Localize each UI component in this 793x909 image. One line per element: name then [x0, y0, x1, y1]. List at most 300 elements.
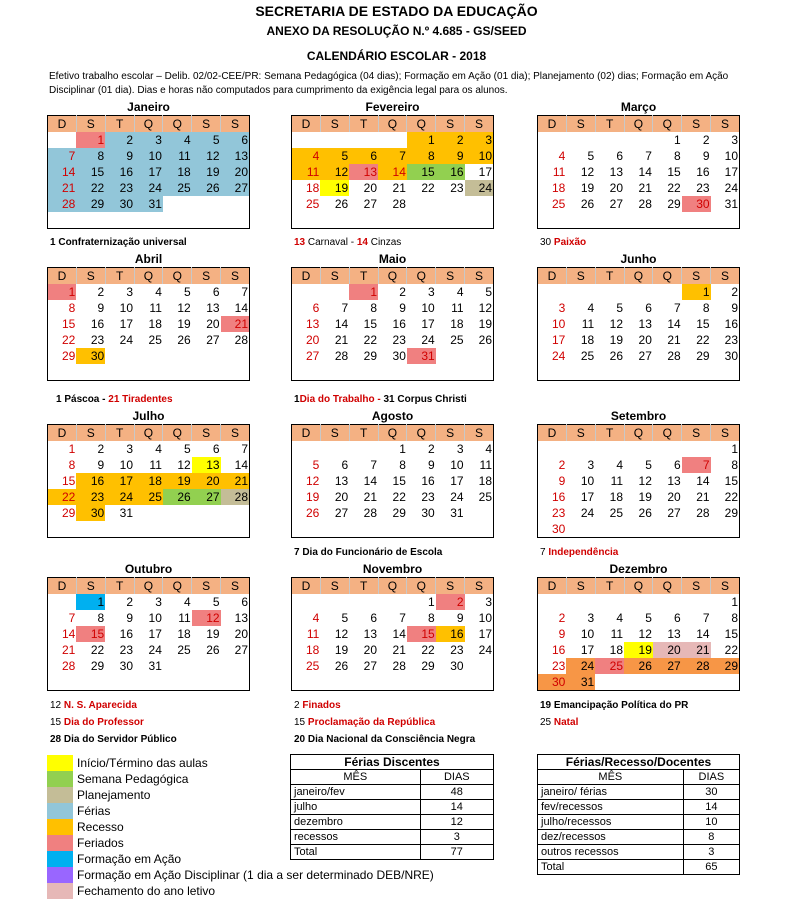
month-name: Março	[620, 100, 657, 114]
calendar-day: 24	[465, 180, 494, 196]
weekday-header: S	[566, 268, 595, 285]
weekday-header: Q	[407, 425, 436, 442]
calendar-day: 4	[155, 285, 162, 299]
calendar-day: 3	[587, 611, 595, 625]
calendar-day: 2	[97, 442, 105, 456]
calendar-day: 25	[177, 643, 191, 657]
weekday-header: Q	[653, 268, 682, 285]
intro-line-2: Disciplinar (01 dia). Dias e horas não computados para cumprimento da exigência legal para os alunos.	[49, 85, 508, 96]
month-name: Junho	[620, 252, 657, 266]
calendar-day: 10	[421, 301, 435, 315]
calendar-day: 19	[206, 627, 220, 641]
calendar-day: 6	[312, 301, 320, 315]
calendar-day: 13	[667, 474, 681, 488]
calendar-day: 18	[177, 627, 191, 641]
calendar-day: 20	[638, 333, 652, 347]
table-row: janeiro/ férias 30	[538, 785, 740, 800]
legend-swatch	[47, 787, 73, 803]
weekday-header: T	[595, 578, 624, 595]
calendar-day: 19	[177, 317, 191, 331]
calendar-day: 12	[638, 627, 652, 641]
weekday-header: Q	[624, 268, 653, 285]
calendar-day: 18	[609, 490, 624, 504]
calendar-day: 26	[478, 333, 492, 347]
calendar-day: 19	[320, 180, 349, 196]
calendar-day: 16	[105, 164, 134, 180]
calendar-day: 26	[177, 333, 191, 347]
calendar-day: 16	[90, 317, 105, 331]
calendar-day: 28	[221, 489, 250, 505]
weekday-header: S	[320, 578, 349, 595]
calendar-day: 21	[221, 473, 250, 489]
note-outubro-3: 28 Dia do Servidor Público	[50, 734, 177, 745]
calendar-day: 18	[305, 643, 320, 657]
calendar-day: 12	[177, 301, 191, 315]
header-title: SECRETARIA DE ESTADO DA EDUCAÇÃO	[255, 3, 538, 19]
calendar-day: 10	[119, 458, 134, 472]
calendar-day: 8	[407, 148, 436, 164]
col-dias: DIAS	[420, 770, 493, 785]
calendar-day: 30	[421, 506, 435, 520]
calendar-day: 20	[653, 642, 682, 658]
calendar-day: 9	[436, 148, 465, 164]
calendar-day: 28	[696, 506, 710, 520]
calendar-day: 3	[126, 285, 134, 299]
calendar-day: 12	[580, 165, 595, 179]
calendar-day: 8	[731, 458, 738, 472]
calendar-day: 17	[105, 473, 134, 489]
calendar-day: 4	[616, 458, 624, 472]
weekday-header: Q	[134, 116, 163, 133]
calendar-day: 22	[724, 490, 738, 504]
calendar-day: 5	[312, 458, 320, 472]
table-row: Total 77	[291, 845, 494, 860]
calendar-day: 27	[305, 349, 320, 363]
legend-label: Semana Pedagógica	[77, 772, 189, 786]
calendar-day: 29	[90, 659, 105, 673]
calendar-day: 23	[551, 506, 566, 520]
calendar-day: 14	[234, 458, 248, 472]
calendar-day: 23	[696, 181, 710, 195]
calendar-grid	[47, 424, 250, 538]
weekday-header: S	[711, 268, 740, 285]
calendar-day: 20	[221, 164, 250, 180]
calendar-day: 6	[221, 132, 250, 148]
calendar-day: 17	[478, 165, 492, 179]
calendar-day: 2	[436, 594, 465, 610]
calendar-day: 8	[68, 458, 76, 472]
calendar-grid	[537, 424, 740, 538]
calendar-day: 16	[421, 474, 435, 488]
calendar-day: 18	[134, 473, 163, 489]
table-row: fev/recessos 14	[538, 800, 740, 815]
calendar-day: 12	[305, 474, 320, 488]
calendar-day: 1	[682, 284, 711, 300]
calendar-day: 23	[450, 181, 464, 195]
calendar-day: 8	[76, 148, 105, 164]
calendar-day: 1	[674, 133, 681, 147]
calendar-day: 15	[76, 626, 105, 642]
note-setembro: 7 Independência	[540, 547, 619, 558]
calendar-day: 30	[392, 349, 406, 363]
weekday-header: S	[320, 116, 349, 133]
calendar-day: 28	[234, 333, 248, 347]
calendar-day: 29	[392, 506, 406, 520]
calendar-day: 27	[363, 659, 378, 673]
calendar-day: 28	[334, 349, 349, 363]
calendar-day: 17	[580, 643, 595, 657]
weekday-header: T	[105, 268, 134, 285]
calendar-day: 16	[436, 164, 465, 180]
calendar-day: 1	[731, 442, 738, 456]
calendar-day: 7	[378, 148, 407, 164]
calendar-day: 30	[551, 522, 566, 536]
calendar-day: 23	[551, 659, 566, 673]
calendar-day: 23	[392, 333, 406, 347]
calendar-day: 5	[320, 148, 349, 164]
calendar-day: 24	[478, 643, 492, 657]
calendar-day: 5	[192, 132, 221, 148]
calendar-day: 14	[696, 627, 710, 641]
calendar-day: 22	[61, 333, 76, 347]
calendar-day: 9	[126, 611, 134, 625]
calendar-day: 1	[731, 595, 738, 609]
weekday-header: S	[436, 425, 465, 442]
calendar-day: 3	[485, 595, 492, 609]
calendar-day: 10	[478, 611, 492, 625]
calendar-day: 4	[616, 611, 624, 625]
calendar-day: 15	[407, 164, 436, 180]
calendar-day: 28	[638, 197, 652, 211]
calendar-day: 6	[674, 611, 681, 625]
calendar-day: 15	[724, 627, 738, 641]
calendar-day: 11	[451, 301, 464, 315]
weekday-header: D	[48, 268, 77, 285]
calendar-day: 16	[724, 317, 738, 331]
calendar-day: 1	[407, 132, 436, 148]
legend-label: Planejamento	[77, 788, 151, 802]
weekday-header: Q	[624, 425, 653, 442]
calendar-day: 17	[580, 490, 595, 504]
weekday-header: D	[48, 116, 77, 133]
calendar-day: 13	[349, 164, 378, 180]
table-row: julho/recessos 10	[538, 815, 740, 830]
calendar-day: 3	[456, 442, 464, 456]
weekday-header: S	[192, 578, 221, 595]
calendar-day: 2	[436, 132, 465, 148]
calendar-day: 26	[334, 197, 349, 211]
weekday-header: S	[76, 116, 105, 133]
calendar-day: 26	[580, 197, 595, 211]
calendar-day: 19	[609, 333, 624, 347]
weekday-header: S	[76, 578, 105, 595]
calendar-day: 22	[76, 180, 105, 196]
calendar-day: 13	[305, 317, 320, 331]
calendar-day: 16	[551, 643, 566, 657]
weekday-header: S	[566, 578, 595, 595]
calendar-day: 25	[450, 333, 464, 347]
calendar-day: 29	[61, 349, 76, 363]
calendar-day: 31	[119, 506, 134, 520]
calendar-day: 4	[587, 301, 595, 315]
calendar-day: 27	[609, 197, 624, 211]
calendar-day: 27	[334, 506, 349, 520]
weekday-header: S	[320, 268, 349, 285]
calendar-day: 14	[48, 164, 77, 180]
calendar-day: 19	[624, 642, 653, 658]
weekday-header: S	[682, 578, 711, 595]
weekday-header: S	[192, 425, 221, 442]
calendar-day: 8	[702, 301, 710, 315]
calendar-day: 23	[724, 333, 738, 347]
col-mes: MÊS	[538, 770, 684, 785]
calendar-day: 31	[407, 348, 436, 364]
weekday-header: Q	[624, 116, 653, 133]
calendar-day: 18	[450, 317, 464, 331]
calendar-day: 30	[105, 196, 134, 212]
calendar-day: 1	[48, 284, 77, 300]
calendar-day: 17	[478, 627, 492, 641]
calendar-day: 31	[148, 659, 162, 673]
calendar-day: 3	[587, 458, 595, 472]
legend-swatch	[47, 835, 73, 851]
calendar-day: 14	[638, 165, 652, 179]
calendar-day: 7	[682, 457, 711, 473]
note-novembro-2: 15 Proclamação da República	[294, 717, 436, 728]
weekday-header: Q	[163, 268, 192, 285]
calendar-day: 9	[97, 301, 105, 315]
calendar-day: 9	[731, 301, 738, 315]
calendar-day: 9	[399, 301, 406, 315]
weekday-header: D	[48, 578, 77, 595]
month-outubro	[47, 562, 250, 691]
calendar-day: 6	[616, 149, 624, 163]
calendar-day: 10	[450, 458, 464, 472]
calendar-day: 21	[48, 180, 77, 196]
calendar-day: 3	[465, 132, 494, 148]
weekday-header: S	[436, 268, 465, 285]
calendar-day: 11	[149, 458, 162, 472]
calendar-day: 1	[76, 132, 105, 148]
calendar-day: 19	[334, 643, 349, 657]
calendar-day: 4	[558, 149, 566, 163]
calendar-day: 3	[134, 132, 163, 148]
calendar-day: 26	[206, 643, 220, 657]
calendar-day: 13	[206, 301, 220, 315]
weekday-header: Q	[378, 578, 407, 595]
calendar-day: 30	[76, 348, 105, 364]
calendar-grid	[291, 115, 494, 229]
month-abril	[47, 252, 250, 381]
calendar-day: 31	[450, 506, 464, 520]
calendar-day: 23	[421, 490, 435, 504]
calendar-day: 5	[184, 442, 191, 456]
calendar-day: 31	[724, 197, 738, 211]
weekday-header: S	[76, 425, 105, 442]
calendar-day: 10	[551, 317, 566, 331]
calendar-day: 20	[206, 317, 220, 331]
month-name: Novembro	[362, 562, 423, 576]
calendar-day: 16	[119, 627, 134, 641]
weekday-header: Q	[378, 116, 407, 133]
month-janeiro	[47, 100, 250, 229]
weekday-header: T	[349, 268, 378, 285]
calendar-day: 11	[610, 627, 624, 641]
weekday-header: Q	[134, 268, 163, 285]
weekday-header: S	[436, 116, 465, 133]
calendar-day: 7	[370, 458, 378, 472]
calendar-day: 25	[478, 490, 492, 504]
legend-label: Formação em Ação Disciplinar (1 dia a ser determinado DEB/NRE)	[77, 868, 434, 882]
calendar-day: 14	[392, 627, 406, 641]
calendar-day: 20	[363, 643, 378, 657]
calendar-day: 25	[595, 658, 624, 674]
legend-label: Recesso	[77, 820, 124, 834]
weekday-header: Q	[378, 425, 407, 442]
month-fevereiro	[291, 100, 494, 229]
calendar-day: 17	[421, 317, 435, 331]
calendar-day: 18	[478, 474, 492, 488]
calendar-day: 23	[76, 489, 105, 505]
weekday-header: S	[76, 268, 105, 285]
calendar-day: 8	[97, 611, 105, 625]
calendar-day: 11	[163, 148, 192, 164]
weekday-header: Q	[163, 116, 192, 133]
month-name: Setembro	[610, 409, 667, 423]
month-name: Abril	[134, 252, 163, 266]
calendar-day: 25	[134, 489, 163, 505]
calendar-day: 30	[682, 196, 711, 212]
calendar-day: 8	[731, 611, 738, 625]
calendar-day: 28	[48, 196, 77, 212]
calendar-day: 15	[392, 474, 406, 488]
calendar-day: 2	[558, 611, 566, 625]
calendar-day: 22	[48, 489, 77, 505]
calendar-day: 22	[392, 490, 406, 504]
calendar-day: 3	[558, 301, 566, 315]
calendar-day: 7	[241, 442, 248, 456]
weekday-header: S	[682, 425, 711, 442]
calendar-day: 10	[119, 301, 134, 315]
calendar-day: 16	[76, 473, 105, 489]
calendar-day: 15	[696, 317, 710, 331]
weekday-header: Q	[624, 578, 653, 595]
note-dezembro-2: 25 Natal	[540, 717, 579, 728]
calendar-day: 21	[638, 181, 652, 195]
calendar-day: 1	[399, 442, 406, 456]
calendar-day: 4	[456, 285, 464, 299]
ferias-discentes-table	[290, 754, 494, 860]
calendar-day: 13	[638, 317, 652, 331]
weekday-header: Q	[134, 425, 163, 442]
calendar-day: 9	[558, 474, 566, 488]
calendar-day: 12	[478, 301, 492, 315]
calendar-day: 29	[724, 506, 738, 520]
calendar-day: 15	[363, 317, 378, 331]
calendar-day: 19	[580, 181, 595, 195]
calendar-day: 21	[667, 333, 681, 347]
intro-text	[49, 70, 789, 98]
calendar-day: 28	[392, 659, 406, 673]
legend-label: Início/Término das aulas	[77, 756, 208, 770]
calendar-day: 20	[305, 333, 320, 347]
calendar-grid	[47, 577, 250, 691]
calendar-day: 31	[566, 674, 595, 691]
calendar-day: 4	[485, 442, 492, 456]
calendar-day: 26	[305, 506, 320, 520]
calendar-day: 19	[163, 473, 192, 489]
weekday-header: D	[292, 425, 321, 442]
calendar-day: 24	[551, 349, 566, 363]
weekday-header: T	[595, 116, 624, 133]
calendar-day: 27	[206, 333, 220, 347]
calendar-day: 20	[334, 490, 349, 504]
calendar-day: 15	[724, 474, 738, 488]
weekday-header: Q	[407, 116, 436, 133]
weekday-header: S	[192, 116, 221, 133]
calendar-day: 21	[682, 642, 711, 658]
calendar-day: 29	[667, 197, 681, 211]
weekday-header: D	[292, 268, 321, 285]
calendar-day: 2	[97, 285, 105, 299]
calendar-day: 23	[450, 643, 464, 657]
table-row: dez/recessos 8	[538, 830, 740, 845]
calendar-day: 3	[731, 133, 738, 147]
calendar-day: 7	[48, 148, 77, 164]
calendar-day: 18	[551, 181, 566, 195]
calendar-day: 25	[305, 197, 320, 211]
weekday-header: S	[221, 116, 250, 133]
weekday-header: S	[221, 425, 250, 442]
calendar-day: 28	[682, 658, 711, 674]
calendar-grid	[537, 115, 740, 229]
weekday-header: Q	[653, 425, 682, 442]
calendar-day: 1	[76, 594, 105, 610]
calendar-day: 25	[148, 333, 162, 347]
calendar-day: 8	[399, 458, 406, 472]
legend-swatch	[47, 771, 73, 787]
calendar-day: 5	[184, 285, 191, 299]
calendar-day: 7	[674, 301, 681, 315]
weekday-header: T	[105, 578, 134, 595]
calendar-day: 7	[399, 611, 406, 625]
weekday-header: D	[48, 425, 77, 442]
calendar-day: 15	[407, 626, 436, 642]
calendar-day: 6	[645, 301, 652, 315]
calendar-day: 7	[341, 301, 349, 315]
ferias-docentes-title: Férias/Recesso/Docentes	[538, 755, 740, 770]
calendar-day: 23	[119, 643, 134, 657]
weekday-header: S	[465, 116, 494, 133]
note-outubro-1: 12 N. S. Aparecida	[50, 700, 137, 711]
weekday-header: D	[538, 116, 567, 133]
note-novembro-1: 2 Finados	[294, 700, 341, 711]
calendar-day: 14	[667, 317, 681, 331]
calendar-day: 29	[76, 196, 105, 212]
weekday-header: D	[292, 116, 321, 133]
month-dezembro	[537, 562, 740, 691]
calendar-day: 5	[616, 301, 624, 315]
calendar-day: 8	[370, 301, 378, 315]
calendar-day: 14	[363, 474, 378, 488]
calendar-day: 24	[566, 658, 595, 674]
calendar-day: 13	[667, 627, 681, 641]
weekday-header: S	[192, 268, 221, 285]
calendar-day: 18	[148, 317, 162, 331]
calendar-day: 12	[334, 627, 349, 641]
calendar-day: 20	[609, 181, 624, 195]
calendar-day: 3	[155, 595, 162, 609]
